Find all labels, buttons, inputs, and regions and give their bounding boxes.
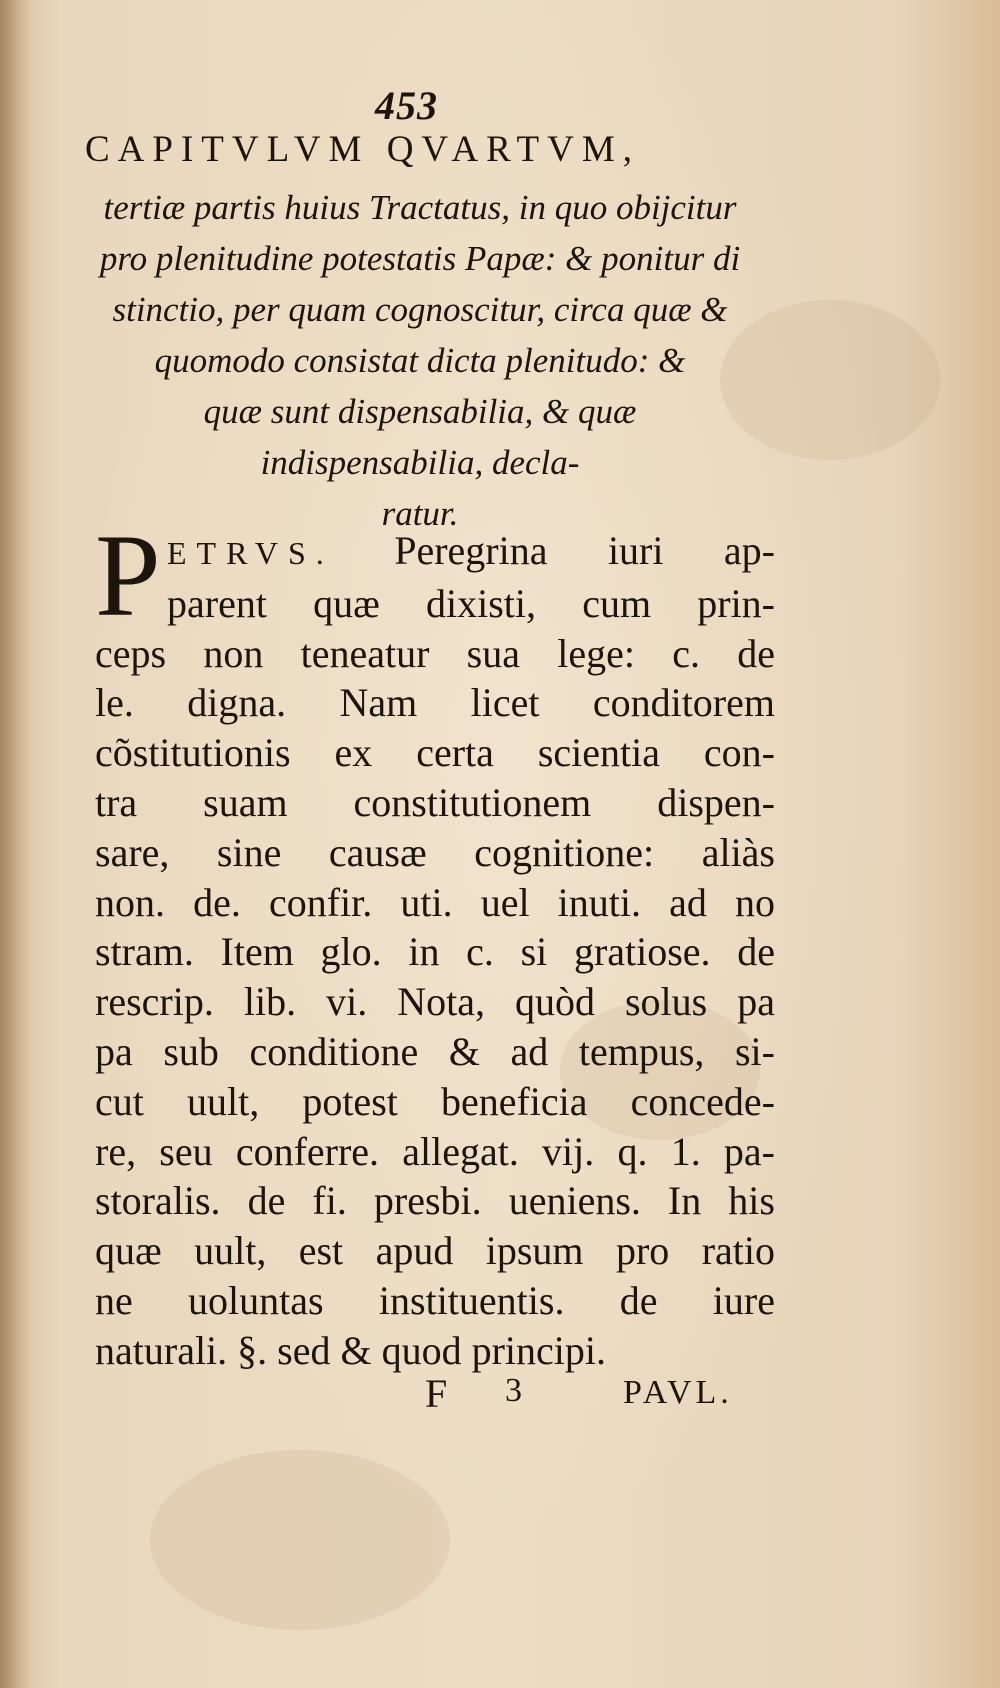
drop-cap: P <box>95 510 161 641</box>
subtitle-line: stinctio, per quam cognoscitur, circa quæ & <box>112 290 728 329</box>
subtitle-line: quæ sunt dispensabilia, & quæ <box>203 392 637 431</box>
body-line-first <box>95 526 775 579</box>
quire-number: 3 <box>505 1372 522 1409</box>
body-line: rescrip. lib. vi. Nota, quòd solus pa <box>95 979 775 1025</box>
subtitle-line: indispensabilia, decla- <box>260 443 580 482</box>
subtitle-line: quomodo consistat dicta plenitudo: & <box>154 341 686 380</box>
body-line: non. de. confir. uti. uel inuti. ad no <box>95 879 775 925</box>
body-line: quæ uult, est apud ipsum pro ratio <box>95 1228 775 1274</box>
body-line: sare, sine causæ cognitione: aliàs <box>95 829 775 875</box>
first-line-text: Peregrina iuri ap- <box>394 528 776 573</box>
body-line: stram. Item glo. in c. si gratiose. de <box>95 929 775 975</box>
body-line: ne uoluntas instituentis. de iure <box>95 1277 775 1323</box>
body-line: cõstitutionis ex certa scientia con- <box>95 730 775 776</box>
speaker-name: ETRVS. <box>167 535 334 571</box>
signature-mark: F <box>425 1371 448 1416</box>
gutter-shadow <box>0 0 30 1688</box>
subtitle-line: pro plenitudine potestatis Papæ: & ponitur di <box>99 239 741 278</box>
body-line: ceps non teneatur sua lege: c. de <box>95 630 775 676</box>
body-line: pa sub conditione & ad tempus, si- <box>95 1028 775 1074</box>
subtitle-line: ratur. <box>381 494 459 533</box>
body-line: le. digna. Nam licet conditorem <box>95 680 775 726</box>
body-line: tra suam constitutionem dispen- <box>95 779 775 825</box>
chapter-subtitle <box>70 182 770 539</box>
page-number: 453 <box>375 83 438 128</box>
subtitle-line: tertiæ partis huius Tractatus, in quo obijcitur <box>103 188 737 227</box>
body-line: parent quæ dixisti, cum prin- <box>167 580 775 626</box>
body-line: re, seu conferre. allegat. vij. q. 1. pa- <box>95 1128 775 1174</box>
body-line: naturali. §. sed & quod principi. <box>95 1327 607 1373</box>
body-line: storalis. de fi. presbi. ueniens. In his <box>95 1178 775 1224</box>
body-line: cut uult, potest beneficia concede- <box>95 1078 775 1124</box>
paper-stain <box>150 1450 450 1630</box>
chapter-heading: CAPITVLVM QVARTVM, <box>85 129 641 170</box>
catchword: PAVL. <box>623 1374 733 1411</box>
